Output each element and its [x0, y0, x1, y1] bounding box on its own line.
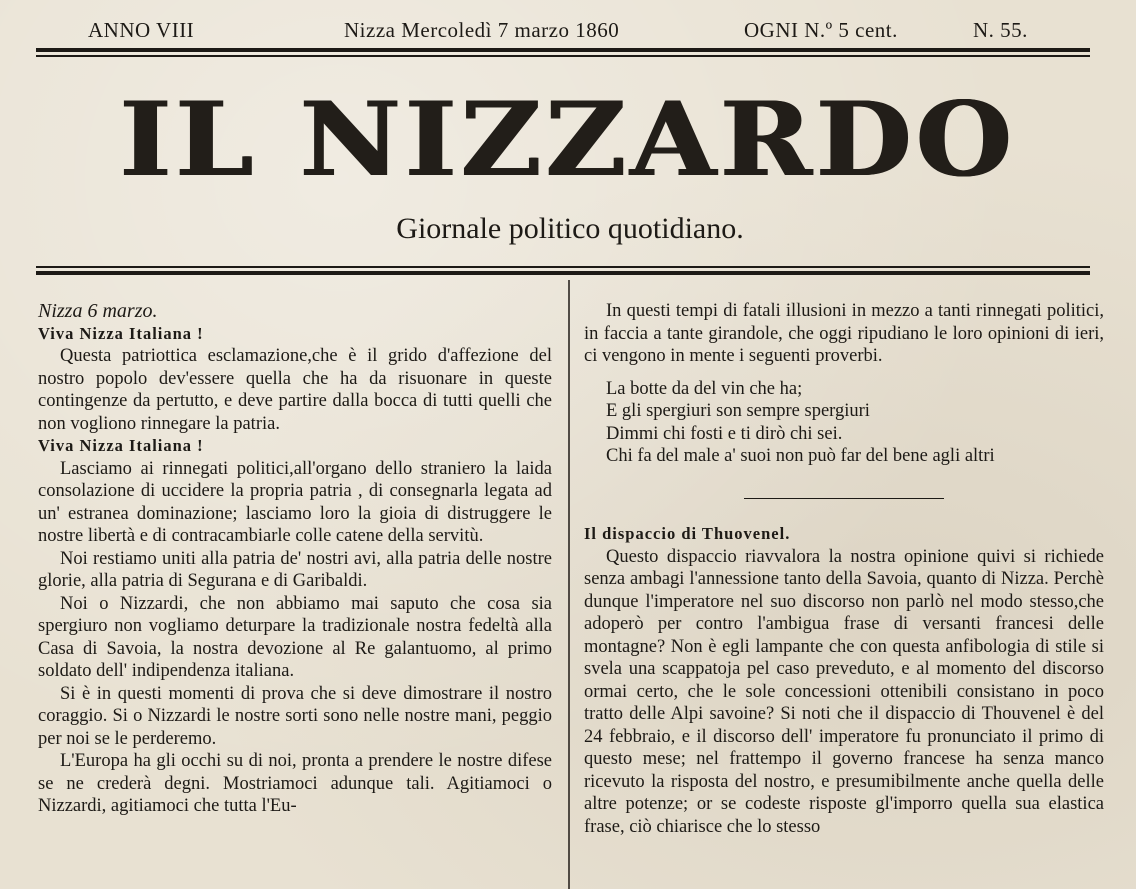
proverb-line: E gli spergiuri son sempre spergiuri — [606, 401, 870, 421]
proverbs-list — [606, 378, 1104, 468]
top-rule-thick — [36, 48, 1090, 52]
column-divider — [568, 280, 570, 889]
article-paragraph: L'Europa ha gli occhi su di noi, pronta a prendere le nostre difese se ne crederà degni. Mostriamoci adunque tali. Agitiamoci o Nizzardi, agitiamoci che tutta l'Eu- — [38, 751, 552, 816]
section-separator — [744, 498, 944, 500]
article-paragraph: Lasciamo ai rinnegati politici,all'organo dello straniero la laida consolazione di uccidere la propria patria , di consegnarla legata ad un' estranea dominazione; lasciamo loro la gioia di distruggere le nostre libertà e di contracambiarle colle catene della servitù. — [38, 458, 552, 546]
headline-viva-nizza-2: Viva Nizza Italiana ! — [38, 436, 204, 455]
proverb-line: Chi fa del male a' suoi non può far del bene agli altri — [606, 446, 995, 466]
article-paragraph: Noi o Nizzardi, che non abbiamo mai saputo che cosa sia spergiuro non vogliamo deturpare la tradizionale nostra fedeltà alla Casa di Savoia, la nostra devozione al Re galantuomo, al primo soldato dell' indipendenza italiana. — [38, 593, 552, 681]
proverb-line: Dimmi chi fosti e ti dirò chi sei. — [606, 423, 843, 444]
masthead-rule-thin — [36, 266, 1090, 268]
masthead-info-bar — [88, 14, 1048, 48]
headline-dispaccio: Il dispaccio di Thuovenel. — [584, 524, 791, 543]
dateline: Nizza 6 marzo. — [38, 300, 158, 322]
issue-date: Nizza Mercoledì 7 marzo 1860 — [344, 18, 620, 42]
article-paragraph: Questo dispaccio riavvalora la nostra opinione quivi si richiede senza ambagi l'annessione tanto della Savoia, quanto di Nizza. Perchè dunque l'imperatore nel suo discorso non parlò nel modo stesso,che adoperò per contro l'ambigua frase di versanti francesi delle montagne? Non è egli lampante che con questa anfibologia di stile si svela una scappatoja pel caso preveduto, e al momento del discorso ormai certo, che le sole concessioni ottenibili consistano in poco tratto delle Alpi savoine? Si noti che il dispaccio di Thouvenel è del 24 febbraio, e il discorso dell' imperatore fu pronunciato il primo di questo mese; nel frattempo il governo francese ha senza manco ricevuto la risposta del nostro, e presumibilmente anche quella delle altre potenze; or se codeste risposte gl'imporro quella sua elastica frase, ciò chiarisce che lo stesso — [584, 546, 1104, 837]
masthead-rule-thick — [36, 271, 1090, 275]
article-paragraph: Questa patriottica esclamazione,che è il grido d'affezione del nostro popolo dev'essere quella che ha da risuonare in queste contingenze da pertutto, e deve partire dalla bocca di tutti quelli che non vogliono rinnegare la patria. — [38, 346, 552, 434]
left-column — [38, 300, 552, 818]
article-paragraph: Noi restiamo uniti alla patria de' nostri avi, alla patria delle nostre glorie, alla patria di Segurana e di Garibaldi. — [38, 548, 552, 591]
newspaper-title: IL NIZZARDO — [119, 80, 1017, 200]
article-paragraph: In questi tempi di fatali illusioni in mezzo a tanti rinnegati politici, in faccia a tante girandole, che oggi ripudiano le loro opinioni di ieri, ci vengono in mente i seguenti proverbi. — [584, 301, 1104, 366]
issue-price: OGNI N.º 5 cent. — [744, 18, 898, 42]
headline-viva-nizza-1: Viva Nizza Italiana ! — [38, 323, 204, 343]
proverb-line: La botte da del vin che ha; — [606, 378, 803, 399]
newspaper-subtitle: Giornale politico quotidiano. — [396, 212, 744, 245]
year-of-publication: ANNO VIII — [88, 18, 195, 42]
top-rule-thin — [36, 55, 1090, 57]
right-column — [584, 300, 1104, 838]
issue-number: N. 55. — [973, 18, 1028, 42]
article-paragraph: Si è in questi momenti di prova che si deve dimostrare il nostro coraggio. Si o Nizzardi le nostre sorti sono nelle nostre mani, peggio per noi se le perderemo. — [38, 683, 552, 749]
